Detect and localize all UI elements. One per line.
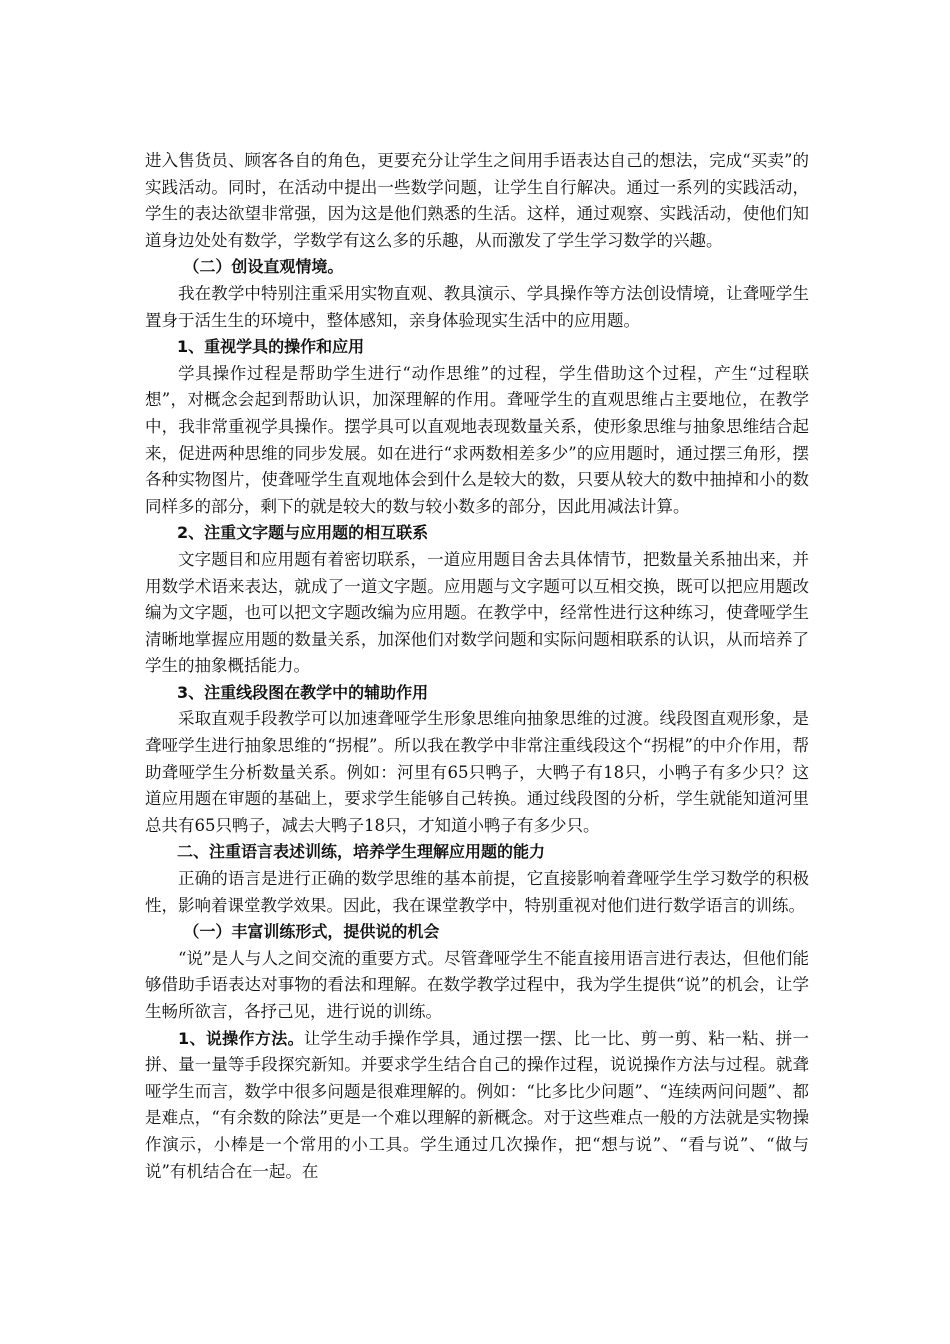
document-page — [145, 148, 809, 1185]
paragraph-operation-method — [145, 1026, 809, 1186]
paragraph-language-training: 正确的语言是进行正确的数学思维的基本前提，它直接影响着聋哑学生学习数学的积极性，影响着课堂教学效果。因此，我在课堂教学中，特别重视对他们进行数学语言的训练。 — [145, 869, 809, 915]
heading-language-training: 二、注重语言表述训练，培养学生理解应用题的能力 — [177, 842, 546, 862]
paragraph-line-diagrams: 采取直观手段教学可以加速聋哑学生形象思维向抽象思维的过渡。线段图直观形象，是聋哑学生进行抽象思维的“拐棍”。所以我在教学中非常注重线段这个“拐棍”的中介作用，帮助聋哑学生分析数量关系。例如：河里有65只鸭子，大鸭子有18只，小鸭子有多少只？这道应用题在审题的基础上，要求学生能够自己转换。通过线段图的分析，学生就能知道河里总共有65只鸭子，减去大鸭子18只，才知道小鸭子有多少只。 — [145, 709, 809, 835]
heading-line-diagrams: 3、注重线段图在教学中的辅助作用 — [177, 682, 429, 702]
heading-text-problems: 2、注重文字题与应用题的相互联系 — [177, 523, 429, 543]
paragraph-training-forms: “说”是人与人之间交流的重要方式。尽管聋哑学生不能直接用语言进行表达，但他们能够借助手语表达对事物的看法和理解。在数学教学过程中，我为学生提供“说”的机会，让学生畅所欲言，各抒己见，进行说的训练。 — [145, 948, 809, 1021]
operation-method-body: 让学生动手操作学具，通过摆一摆、比一比、剪一剪、粘一粘、拼一拼、量一量等手段探究新知。并要求学生结合自己的操作过程，说说操作方法与过程。就聋哑学生而言，数学中很多问题是很难理解的。例如：“比多比少问题”、“连续两问问题”、都是难点，“有余数的除法”更是一个难以理解的新概念。对于这些难点一般的方法就是实物操作演示，小棒是一个常用的小工具。学生通过几次操作，把“想与说”、“看与说”、“做与说”有机结合在一起。在 — [145, 1028, 810, 1181]
paragraph-text-problems: 文字题目和应用题有着密切联系，一道应用题目舍去具体情节，把数量关系抽出来，并用数学术语来表达，就成了一道文字题。应用题与文字题可以互相交换，既可以把应用题改编为文字题，也可以把文字题改编为应用题。在教学中，经常性进行这种练习，使聋哑学生清晰地掌握应用题的数量关系，加深他们对数学问题和实际问题相联系的认识，从而培养了学生的抽象概括能力。 — [145, 549, 809, 676]
heading-training-forms: （一）丰富训练形式，提供说的机会 — [183, 922, 440, 942]
operation-method-lead: 1、说操作方法。 — [178, 1028, 304, 1048]
paragraph-visual-context: 我在教学中特别注重采用实物直观、教具演示、学具操作等方法创设情境，让聋哑学生置身于活生生的环境中，整体感知，亲身体验现实生活中的应用题。 — [145, 283, 809, 330]
heading-create-visual-context: （二）创设直观情境。 — [183, 257, 344, 277]
heading-learning-tools: 1、重视学具的操作和应用 — [177, 337, 365, 357]
paragraph-intro: 进入售货员、顾客各自的角色，更要充分让学生之间用手语表达自己的想法，完成“买卖”的实践活动。同时，在活动中提出一些数学问题，让学生自行解决。通过一系列的实践活动，学生的表达欲望非常强，因为这是他们熟悉的生活。这样，通过观察、实践活动，使他们知道身边处处有数学，学数学有这么多的乐趣，从而激发了学生学习数学的兴趣。 — [145, 151, 809, 250]
paragraph-learning-tools: 学具操作过程是帮助学生进行“动作思维”的过程，学生借助这个过程，产生“过程联想”，对概念会起到帮助认识，加深理解的作用。聋哑学生的直观思维占主要地位，在教学中，我非常重视学具操作。摆学具可以直观地表现数量关系，使形象思维与抽象思维结合起来，促进两种思维的同步发展。如在进行“求两数相差多少”的应用题时，通过摆三角形，摆各种实物图片，使聋哑学生直观地体会到什么是较大的数，只要从较大的数中抽掉和小的数同样多的部分，剩下的就是较大的数与较小数多的部分，因此用减法计算。 — [145, 363, 809, 516]
